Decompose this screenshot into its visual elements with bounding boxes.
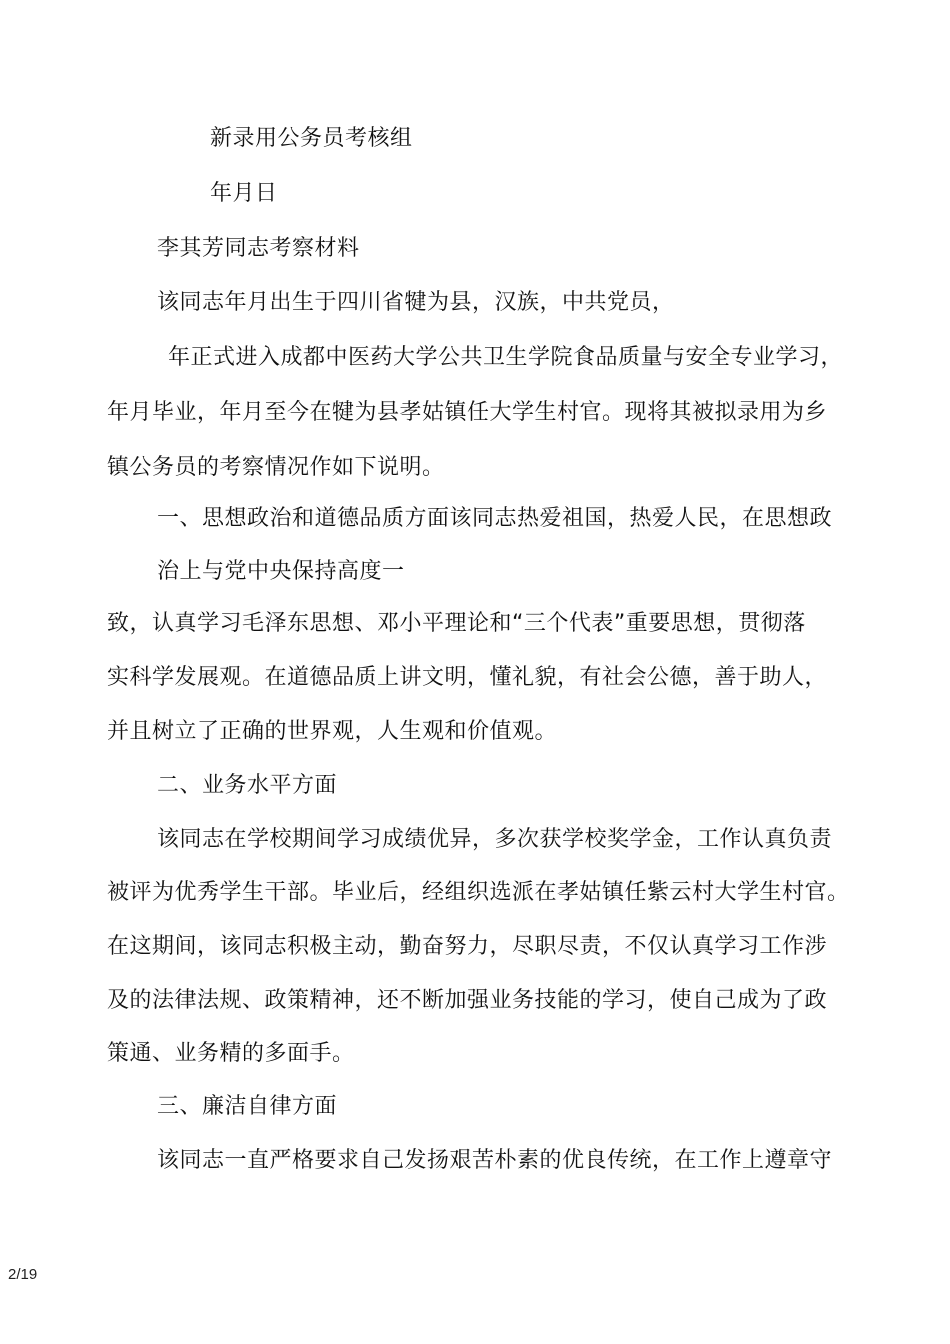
page-number: 2/19	[8, 1266, 38, 1283]
section-heading-2: 二、业务水平方面	[157, 773, 338, 798]
committee-name: 新录用公务员考核组	[210, 126, 413, 151]
paragraph-line: 及的法律法规、政策精神，还不断加强业务技能的学习，使自己成为了政	[107, 988, 828, 1013]
section-heading-1: 一、思想政治和道德品质方面该同志热爱祖国，热爱人民，在思想政	[157, 506, 833, 531]
paragraph-line: 年正式进入成都中医药大学公共卫生学院食品质量与安全专业学习，	[168, 345, 844, 370]
paragraph-line: 被评为优秀学生干部。毕业后，经组织选派在孝姑镇任紫云村大学生村官。	[107, 880, 850, 905]
paragraph-line: 年月毕业，年月至今在犍为县孝姑镇任大学生村官。现将其被拟录用为乡	[107, 400, 828, 425]
paragraph-line: 致，认真学习毛泽东思想、邓小平理论和“三个代表”重要思想，贯彻落	[107, 611, 806, 636]
paragraph-line: 该同志年月出生于四川省犍为县，汉族，中共党员，	[157, 290, 675, 315]
paragraph-line: 并且树立了正确的世界观，人生观和价值观。	[107, 719, 558, 744]
paragraph-line: 该同志一直严格要求自己发扬艰苦朴素的优良传统，在工作上遵章守	[157, 1148, 833, 1173]
paragraph-line: 在这期间，该同志积极主动，勤奋努力，尽职尽责，不仅认真学习工作涉	[107, 934, 828, 959]
paragraph-line: 实科学发展观。在道德品质上讲文明，懂礼貌，有社会公德，善于助人，	[107, 665, 828, 690]
paragraph-line: 治上与党中央保持高度一	[157, 559, 405, 584]
document-title: 李其芳同志考察材料	[157, 236, 360, 261]
paragraph-line: 镇公务员的考察情况作如下说明。	[107, 455, 445, 480]
date-line: 年月日	[210, 181, 278, 206]
paragraph-line: 策通、业务精的多面手。	[107, 1041, 355, 1066]
section-heading-3: 三、廉洁自律方面	[157, 1094, 338, 1119]
paragraph-line: 该同志在学校期间学习成绩优异，多次获学校奖学金，工作认真负责	[157, 827, 833, 852]
